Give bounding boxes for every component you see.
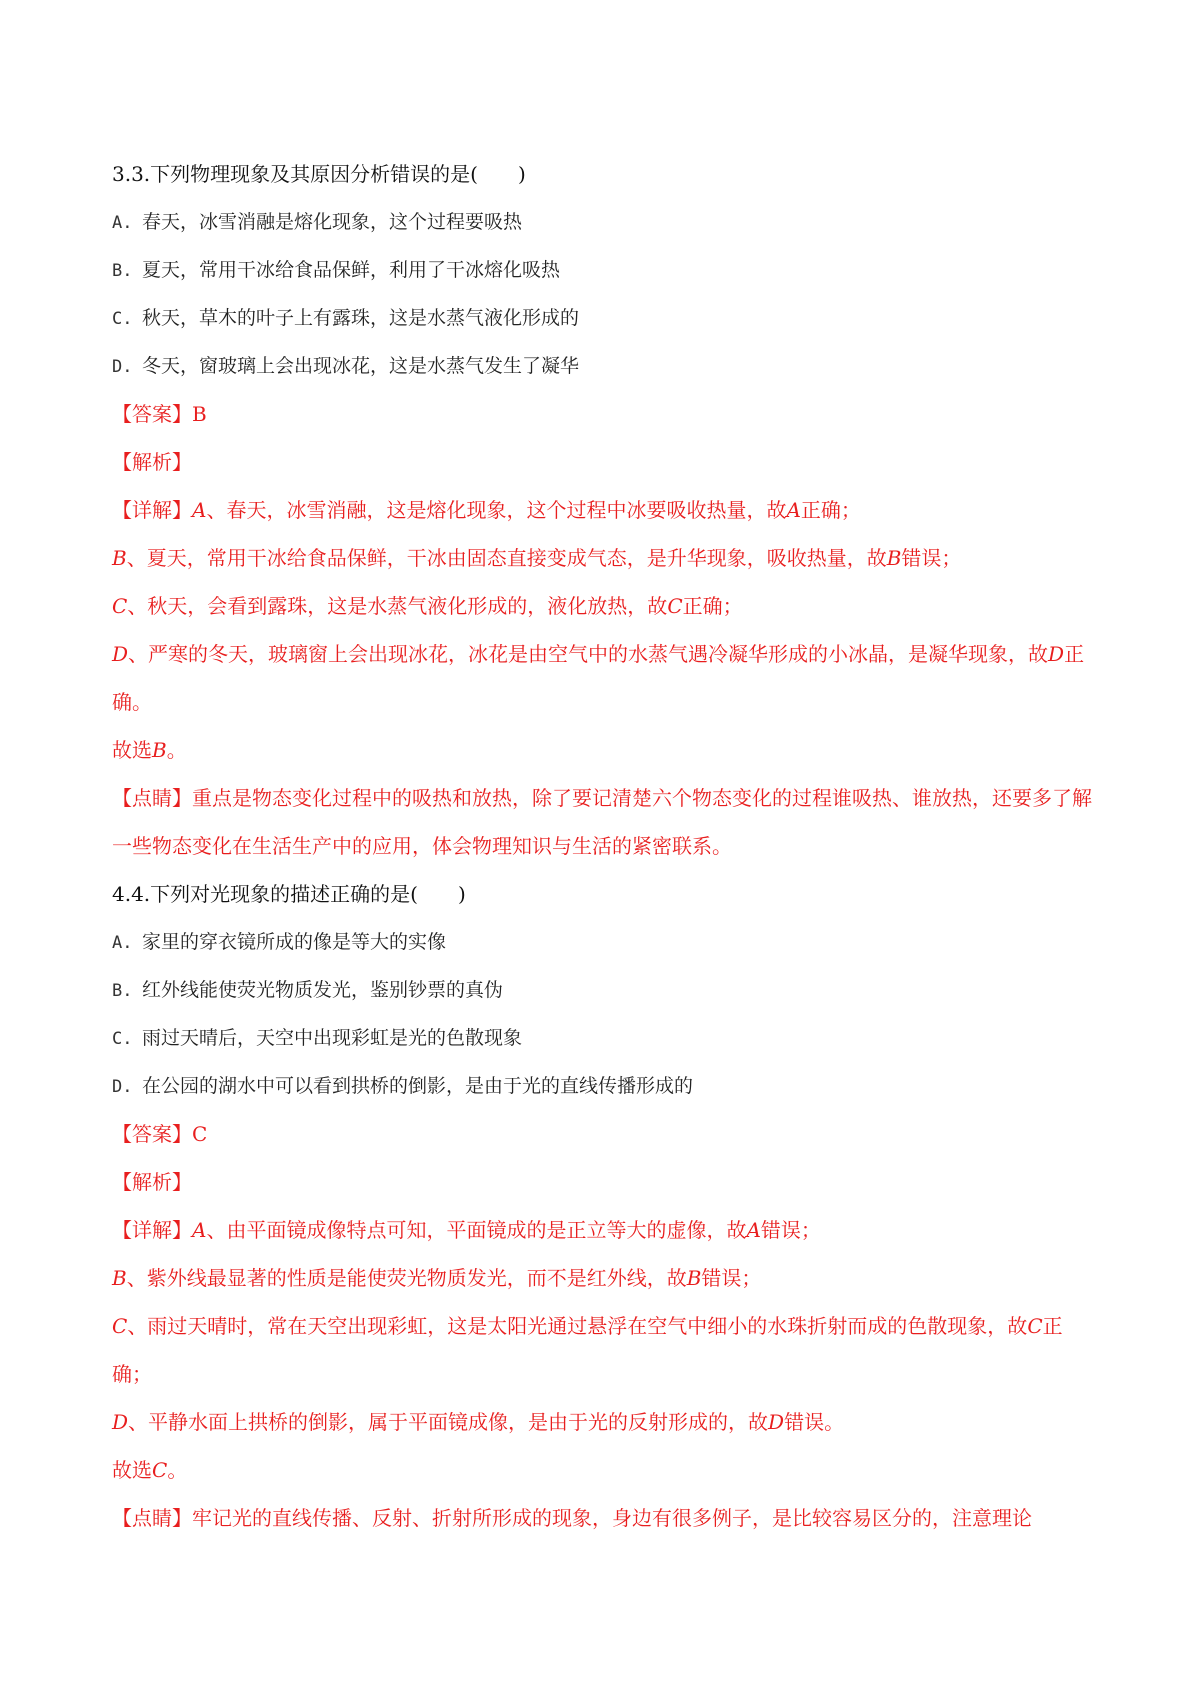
detail-key: A [746, 1218, 761, 1242]
detail-line-a [112, 486, 1092, 534]
answer-line [112, 390, 1092, 438]
option-letter: A. [112, 933, 133, 953]
detail-suffix: 正确； [112, 1314, 1063, 1386]
detail-line-b [112, 1254, 1092, 1302]
detail-text: 、平静水面上拱桥的倒影，属于平面镜成像，是由于光的反射形成的，故 [128, 1410, 769, 1434]
detail-key: C [667, 594, 683, 618]
detail-suffix: 错误； [701, 1266, 762, 1290]
detail-line-a [112, 1206, 1092, 1254]
detail-line-b [112, 534, 1092, 582]
option-letter: D. [112, 357, 133, 377]
detail-key: B [886, 546, 902, 570]
analysis-label: 【解析】 [112, 1170, 192, 1194]
answer-label: 【答案】 [112, 402, 192, 426]
detail-prefix: B [112, 1266, 127, 1290]
option-text: 雨过天晴后，天空中出现彩虹是光的色散现象 [142, 1027, 523, 1049]
detail-suffix: 错误； [901, 546, 962, 570]
detail-suffix: 错误。 [784, 1410, 845, 1434]
option-d [112, 342, 1092, 390]
option-d [112, 1062, 1092, 1110]
detail-line-d [112, 1398, 1092, 1446]
choice-key: B [152, 738, 167, 762]
choice-key: C [152, 1458, 168, 1482]
detail-text: 、春天，冰雪消融，这是熔化现象，这个过程中冰要吸收热量，故 [206, 498, 787, 522]
option-letter: D. [112, 1077, 133, 1097]
detail-text: 、由平面镜成像特点可知，平面镜成的是正立等大的虚像，故 [206, 1218, 747, 1242]
detail-suffix: 错误； [760, 1218, 821, 1242]
detail-prefix: D [112, 1410, 129, 1434]
option-text: 家里的穿衣镜所成的像是等大的实像 [142, 931, 447, 953]
detail-prefix: A [192, 498, 207, 522]
option-text: 冬天，窗玻璃上会出现冰花，这是水蒸气发生了凝华 [142, 355, 580, 377]
option-letter: C. [112, 309, 133, 329]
detail-text: 、秋天，会看到露珠，这是水蒸气液化形成的，液化放热，故 [127, 594, 668, 618]
comment-label: 【点睛】 [112, 786, 192, 810]
analysis-label: 【解析】 [112, 450, 192, 474]
question-title: 3.3.下列物理现象及其原因分析错误的是( ) [112, 162, 526, 186]
detail-prefix: C [112, 594, 128, 618]
detail-line-c [112, 582, 1092, 630]
detail-text: 、紫外线最显著的性质是能使荧光物质发光，而不是红外线，故 [126, 1266, 687, 1290]
detail-text: 、雨过天晴时，常在天空出现彩虹，这是太阳光通过悬浮在空气中细小的水珠折射而成的色散现象，故 [127, 1314, 1028, 1338]
option-text: 在公园的湖水中可以看到拱桥的倒影，是由于光的直线传播形成的 [142, 1075, 694, 1097]
option-text: 春天，冰雪消融是熔化现象，这个过程要吸热 [142, 211, 523, 233]
detail-prefix: D [112, 642, 129, 666]
detail-prefix: B [112, 546, 127, 570]
choice-text: 故选 [112, 738, 152, 762]
detail-line-d [112, 630, 1092, 726]
comment-line [112, 1494, 1092, 1542]
detail-text: 、夏天，常用干冰给食品保鲜，干冰由固态直接变成气态，是升华现象，吸收热量，故 [126, 546, 887, 570]
detail-prefix: C [112, 1314, 128, 1338]
option-c [112, 294, 1092, 342]
choice-text: 故选 [112, 1458, 152, 1482]
answer-value: B [192, 402, 207, 426]
comment-line [112, 774, 1092, 870]
answer-value: C [192, 1122, 208, 1146]
detail-suffix: 正确； [800, 498, 861, 522]
answer-label: 【答案】 [112, 1122, 192, 1146]
comment-text: 重点是物态变化过程中的吸热和放热，除了要记清楚六个物态变化的过程谁吸热、谁放热，还要多了解一些物态变化在生活生产中的应用，体会物理知识与生活的紧密联系。 [112, 786, 1092, 858]
comment-label: 【点睛】 [112, 1506, 192, 1530]
comment-text: 牢记光的直线传播、反射、折射所形成的现象，身边有很多例子，是比较容易区分的，注意理论 [192, 1506, 1032, 1530]
detail-key: B [686, 1266, 702, 1290]
document-content [112, 150, 1092, 1542]
choice-end: 。 [167, 1458, 188, 1482]
option-b [112, 246, 1092, 294]
choice-line [112, 1446, 1092, 1494]
option-a [112, 198, 1092, 246]
detail-label: 【详解】 [112, 498, 192, 522]
choice-line [112, 726, 1092, 774]
option-letter: B. [112, 261, 133, 281]
detail-line-c [112, 1302, 1092, 1398]
detail-label: 【详解】 [112, 1218, 192, 1242]
detail-key: A [786, 498, 801, 522]
detail-text: 、严寒的冬天，玻璃窗上会出现冰花，冰花是由空气中的水蒸气遇冷凝华形成的小冰晶，是凝华现象，故 [128, 642, 1049, 666]
option-letter: B. [112, 981, 133, 1001]
detail-key: D [1048, 642, 1065, 666]
option-a [112, 918, 1092, 966]
option-b [112, 966, 1092, 1014]
detail-key: C [1027, 1314, 1043, 1338]
option-letter: A. [112, 213, 133, 233]
choice-end: 。 [166, 738, 187, 762]
detail-suffix: 正确。 [112, 642, 1085, 714]
question-title: 4.4.下列对光现象的描述正确的是( ) [112, 882, 466, 906]
option-text: 红外线能使荧光物质发光，鉴别钞票的真伪 [142, 979, 504, 1001]
option-text: 夏天，常用干冰给食品保鲜，利用了干冰熔化吸热 [142, 259, 561, 281]
detail-prefix: A [192, 1218, 207, 1242]
option-c [112, 1014, 1092, 1062]
detail-suffix: 正确； [682, 594, 743, 618]
option-text: 秋天，草木的叶子上有露珠，这是水蒸气液化形成的 [142, 307, 580, 329]
detail-key: D [768, 1410, 785, 1434]
option-letter: C. [112, 1029, 133, 1049]
answer-line [112, 1110, 1092, 1158]
